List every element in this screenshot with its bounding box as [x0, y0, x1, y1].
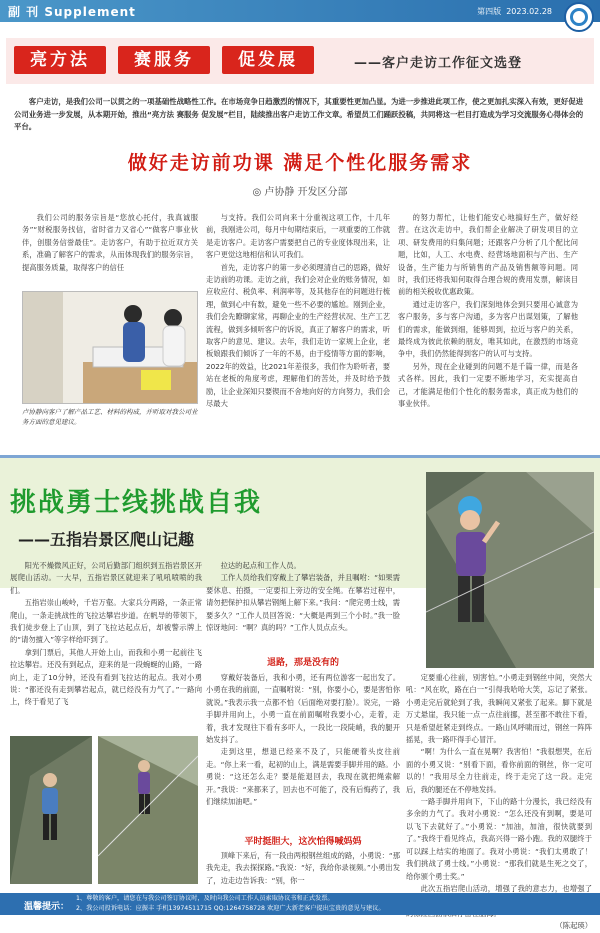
paragraph: “啊！为什么一直在晃啊？我害怕！”我很想哭，在后面的小勇又说：“别看下面，看你前面的钢丝，你一定可以的！”我用尽全力往前走，终于走完了这一段。走完后，我的腿还在不停地发抖。: [406, 747, 592, 794]
paragraph: 与支持。我们公司向来十分重视这项工作，十几年前，我刚进公司，每月中旬期结束后，一项重要的工作就是走访客户。走访客户需要把自己的专业度体现出来，让客户更觉这地相信和认可我们。: [206, 213, 390, 260]
paragraph: 首先，走访客户的第一步必须理清自己的思路，做好走访前的功课。走访之前，我们会对企业的账务情况，如应收应付、税负率、利润率等，及其他存在的问题进行梳理，做到心中有数，避免一些不必要的尴尬。刚到企业，我们会先瞭聊家常，再聊企业的生产经营状况、生产工艺流程，做到多倾听客户的诉说，真正了解客户的需求，听取客户的意见、建议。去年，我们走访一家规上企业，老板娘跟我们倾诉了一年的不易，由于疫情等方面的影响，2022年的效益，比2021年差很多，我们作为聆听者，要站在老板的角度考虑，理解他们的苦处，并及时给予鼓励，让企业深知只要锲而不舍地向好的方向努力，我们会尽最大: [206, 262, 390, 409]
paragraph: 阳光不燥微风正好，公司后勤部门组织到五指岩景区开展爬山活动。一大早，五指岩景区就迎来了吼吼喷喷的我们。: [10, 561, 202, 595]
article1-col1: [22, 212, 198, 274]
article2-subhead-1: 退路，那是没有的: [266, 658, 339, 668]
article2-colB: [206, 560, 400, 634]
company-logo-icon: [564, 2, 594, 32]
paragraph: 另外，现在企业碰到的问题不是千篇一律，而是各式各样。因此，我们一定要不断地学习，充实提高自己，才能满足他们个性化的服务需求，真正成为他们的事业伙伴。: [398, 361, 578, 409]
banner-box-1: 亮方法: [14, 46, 106, 74]
paragraph: 顶峰下来后，有一段由两根钢丝组成的路，小勇说：“那我先走，我去探探路。”我说：“好，我给你录视频。”小勇出发了，边走边告诉我：“别，你一: [206, 851, 400, 885]
climber-photo: [426, 472, 594, 668]
footer-tip-2: 2、我公司投诉电话：应振丰 手机13974511715 QQ:1264758728 欢迎广大新老客户提出宝贵的意见与建议。: [76, 904, 385, 912]
article1-photo-caption: 卢协静向客户了解产品工艺、材料的构成，并听取对我公司业务方面的意见建议。: [22, 408, 198, 426]
column-intro: 客户走访，是我们公司一以贯之的一项基础性战略性工作。在市场竞争日趋激烈的情况下，其重要性更加凸显。为进一步推进此项工作，使之更加扎实深入有效，更好促进公司业务进一步发展，从本期开始，推出“亮方法 赛服务 促发展”栏目，陆续推出客户走访工作文章。希望员工们踊跃投稿，共同将这一栏目打造成为学习交流服务心得体会的平台。: [14, 97, 584, 132]
edition-date: [477, 6, 552, 17]
paragraph: 此次五指岩爬山活动，增强了我的意志力，也增强了: [420, 883, 592, 893]
paragraph: 穿戴好装备后，我和小勇，还有两位游客一起出发了。小勇在我的前面，一直嘱咐说：“别，你要小心，要是害怕你就说。”我表示我一点都不怕（后面绝对要打脸）。说完，一路手脚并用向上，小勇一直在前面嘱咐我要小心，走着，走着，我才发现往下看有多吓人，一段比一段陡峭，我的腿开始发抖了。: [206, 673, 400, 745]
issue-date: 2023.02.28: [506, 7, 552, 16]
page-header: [0, 0, 600, 22]
article1-title: 做好走访前功课 满足个性化服务需求: [127, 152, 473, 174]
column-subtitle: ——客户走访工作征文选登: [354, 56, 523, 71]
article2-colB3: [206, 850, 400, 887]
page-footer: [0, 893, 600, 915]
masthead-title: 副 刊 Supplement: [8, 5, 136, 19]
article2-colA: [10, 560, 202, 709]
paragraph: 我们公司的服务宗旨是“您放心托付，我真诚服务”“财税服务找信，省时省力又省心”“做客户事业伙伴，创服务信誉最佳”。走访客户，有助于拉近双方关系，准确了解客户的需求，从而体现我们的服务宗旨，提高服务质量，取得客户的信任: [22, 213, 198, 272]
article1-col2: [206, 212, 390, 411]
footer-tip-1: 1、尊敬的客户，请您在与我公司签订协议时，及时向我公司工作人员索取协议书和正式发票。: [76, 895, 334, 902]
climbing-photo-left: [10, 736, 92, 884]
article2-byline: （陈起瑛）: [555, 921, 592, 931]
banner-box-2: 赛服务: [118, 46, 210, 74]
footer-label: 温馨提示：: [24, 902, 70, 912]
paragraph: 定要重心往前，别害怕。”小勇走到钢丝中间，突然大吼：“风在吹，路在白一”引得我哈哈大笑，忘记了紧张。小勇走完后就轮到了我，我瞬间又紧张了起来。脚下就是万丈悬崖，我只能一点一点往前挪，甚至都不敢往下看，只是希望赶紧走到终点。一路山风呼啸而过，钢丝一阵阵摇晃，我一路吓得手心冒汗。: [406, 673, 592, 745]
climbing-photo-right: [98, 736, 198, 884]
paragraph: 通过走访客户，我们深刻地体会到只要用心诚意为客户服务，多与客户沟通，多为客户出谋划策，了解他们的需求，能做到细，能够周到，拉近与客户的关系，最终成为彼此依赖的朋友，唯其如此，在激烈的市场竞争中，我们仍然能得到客户的认可与支持。: [398, 299, 578, 359]
paragraph: 五指岩崇山峻岭，千岩万壑。大家兵分两路，一条正常爬山，一条走挑战性的飞拉达攀岩步道。在帆导的带领下，我们徒步登上了山顶，到了飞拉达起点后，却被警示牌上的“请勿擅入”等字样给吓到了。: [10, 598, 202, 645]
article1-photo: [22, 291, 198, 404]
paragraph: 拉达的起点和工作人员。: [220, 561, 301, 570]
paragraph: 工作人员给我们穿戴上了攀岩装备，并且嘱咐：“如果需要休息、拍摄，一定要扣上旁边的安全绳。在攀岩过程中，请勿把保护扣从攀岩钢绳上解下来。”我问：“爬完勇士线，需要多久？”工作人员回答说：“大概是两到三个小时。”我一脸惊讶地问：“啊？真的吗？”工作人员点点头。: [206, 573, 400, 633]
article2-title: 挑战勇士线挑战自我: [10, 488, 263, 518]
paragraph: 一路手脚并用向下，下山的路十分漫长，我已经没有多余的力气了。我对小勇说：“怎么还没有到啊，要是可以飞下去就好了。”小勇说：“加油，加油，很快就要到了。”我终于看见终点，我高兴得一路小跑。我的双腿终于可以踩上结实的地面了。我对小勇说：“我们太勇敢了！我们挑战了勇士线。”小勇说：“那我们就是生死之交了，给你颁个勇士奖。”: [406, 797, 592, 881]
article2-colB2: [206, 672, 400, 808]
banner-box-3: 促发展: [222, 46, 314, 74]
column-banner: [6, 38, 594, 84]
article1-author: ◎ 卢协静 开发区分部: [252, 187, 348, 198]
article2-subtitle: ——五指岩景区爬山记趣: [18, 530, 195, 549]
paragraph: 拿到门票后，其他人开始上山，而我和小勇一起前往飞拉达攀岩。还没有到起点，迎来的是一段蜿蜒的山路，一路向上，走了10分钟，还没有看到飞拉达的起点。我对小勇说：“都还没有走到攀岩起点，就已经没有力气了。”一路向上，终于看见了飞: [10, 647, 202, 707]
article2-subhead-2: 平时挺胆大，这次怕得喊妈妈: [244, 837, 362, 847]
article1-col3: [398, 212, 578, 411]
edition-label: 第四版: [477, 7, 502, 16]
footer-tips: [76, 894, 385, 914]
paragraph: 的努力帮忙，让他们能安心地搞好生产，做好经营。在这次走访中，我们帮企业解决了研发项目的立项、研发费用的归集问题；还跟客户分析了几个配比问题，比如，人工、水电费、经营场地面积与产出、生产设备，生产能力与所销售的产品及销售额等问题。同时，我们还将我知何取得合理合规的费用发票，解读目前的相关税收优惠政策。: [398, 213, 578, 297]
paragraph: 走到这里，想退已经来不及了，只能硬着头皮往前走。“你上来一看，起初的山上，满是需要手脚并用的路。小勇说：“这还怎么走？要是能退回去，我现在就把绳索解开。”我说：“来都来了，回去也不可能了，没有后悔药了，我们继续加油吧。”: [206, 747, 400, 807]
